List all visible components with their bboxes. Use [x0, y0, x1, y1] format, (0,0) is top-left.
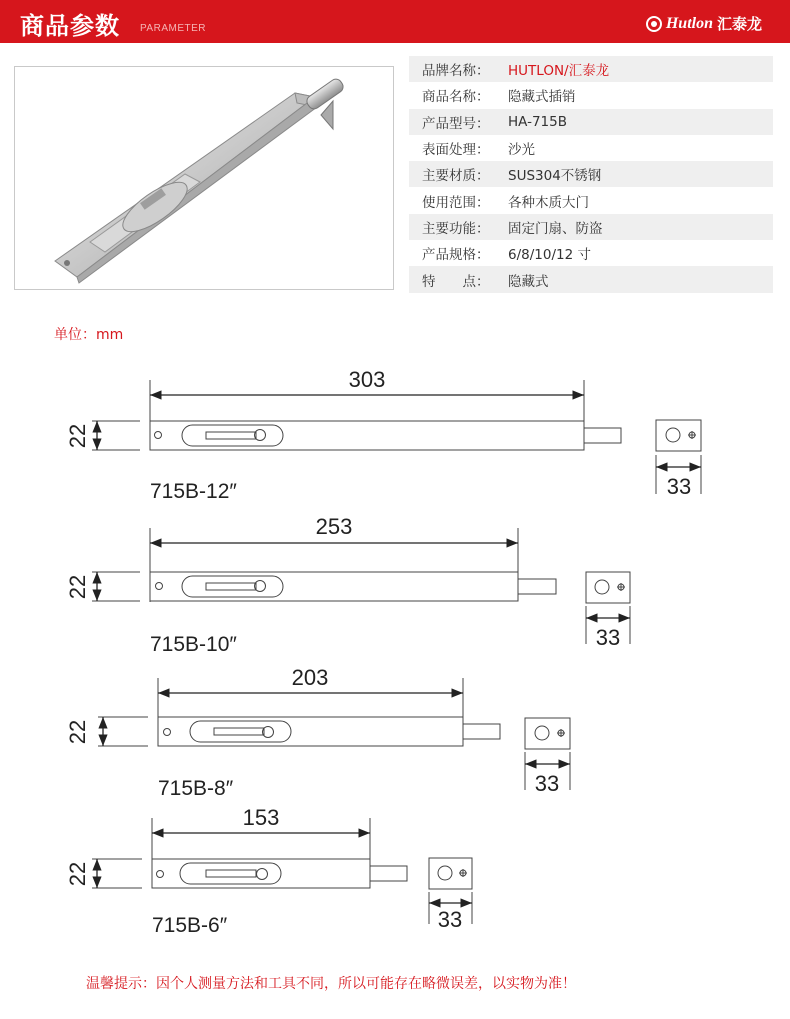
spec-value: 各种木质大门	[508, 194, 589, 211]
height-label: 22	[65, 861, 90, 887]
drawing-715b-12	[65, 367, 701, 503]
length-label: 153	[242, 805, 280, 830]
spec-key: 品牌名称：	[422, 63, 490, 80]
spec-key: 表面处理：	[422, 142, 490, 159]
width-label: 33	[666, 474, 692, 499]
height-label: 22	[65, 719, 90, 745]
spec-value: 隐藏式	[508, 273, 549, 290]
spec-key: 特 点：	[422, 273, 490, 290]
spec-key: 使用范围：	[422, 194, 490, 211]
brand-cn: 汇泰龙	[716, 15, 762, 33]
spec-value: 沙光	[508, 142, 535, 159]
spec-value: HA-715B	[508, 113, 567, 130]
spec-key: 主要功能：	[422, 220, 490, 237]
width-label: 33	[534, 771, 560, 796]
spec-value: HUTLON/汇泰龙	[508, 63, 610, 80]
warning-note: 温馨提示：因个人测量方法和工具不同，所以可能存在略微误差，以实物为准！	[86, 976, 576, 992]
page-title: 商品参数	[20, 12, 120, 40]
model-label: 715B-10″	[150, 633, 237, 656]
height-label: 22	[65, 423, 90, 449]
model-label: 715B-8″	[158, 777, 234, 800]
height-label: 22	[65, 574, 90, 600]
page-subtitle: PARAMETER	[140, 23, 206, 34]
model-label: 715B-12″	[150, 480, 237, 503]
spec-value: 隐藏式插销	[508, 89, 576, 106]
width-label: 33	[437, 907, 463, 932]
spec-key: 产品规格：	[422, 247, 490, 264]
drawing-715b-8	[65, 665, 570, 800]
drawing-715b-10	[65, 514, 630, 656]
length-label: 203	[291, 665, 329, 690]
spec-value: SUS304不锈钢	[508, 168, 602, 185]
model-label: 715B-6″	[152, 914, 228, 937]
spec-value: 固定门扇、防盗	[508, 220, 603, 237]
length-label: 253	[315, 514, 353, 539]
spec-key: 商品名称：	[422, 89, 490, 106]
brand-latin: Hutlon	[665, 14, 713, 32]
drawing-715b-6	[65, 805, 472, 937]
spec-value: 6/8/10/12 寸	[508, 247, 591, 264]
width-label: 33	[595, 625, 621, 650]
unit-label: 单位：mm	[54, 327, 124, 343]
spec-key: 产品型号：	[422, 115, 490, 132]
length-label: 303	[348, 367, 386, 392]
spec-key: 主要材质：	[422, 168, 490, 185]
